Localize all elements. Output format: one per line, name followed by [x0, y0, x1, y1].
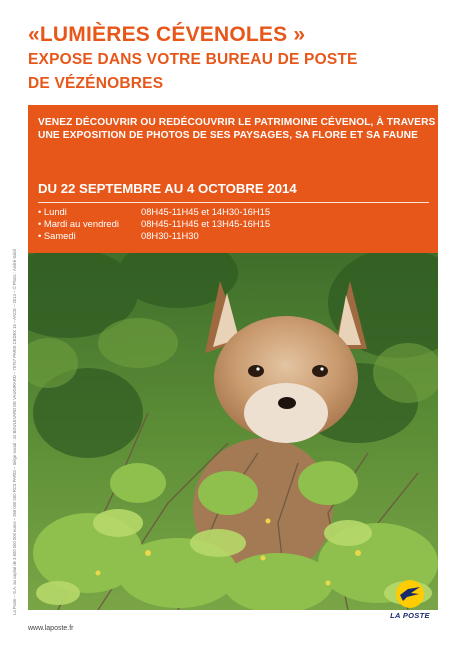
intro-text — [38, 116, 436, 142]
la-poste-logo — [386, 580, 434, 628]
title-line-1: «LUMIÈRES CÉVENOLES » — [28, 23, 306, 46]
bird-icon — [396, 580, 424, 608]
title-line-3: DE VÉZÉNOBRES — [28, 75, 164, 92]
hours-row-saturday — [38, 230, 433, 242]
poster-title — [28, 22, 438, 96]
info-panel — [28, 105, 438, 253]
hours-time: 08H45-11H45 et 13H45-16H15 — [141, 218, 271, 229]
opening-hours — [38, 206, 433, 242]
intro-line-2: UNE EXPOSITION DE PHOTOS DE SES PAYSAGES, SA FLORE ET SA FAUNE — [38, 130, 418, 141]
hours-row-monday — [38, 206, 433, 218]
website-link[interactable]: www.laposte.fr — [28, 625, 74, 632]
logo-text: LA POSTE — [390, 611, 430, 620]
intro-line-1: VENEZ DÉCOUVRIR OU REDÉCOUVRIR LE PATRIMOINE CÉVENOL, À TRAVERS — [38, 117, 436, 128]
divider — [38, 202, 429, 203]
title-line-2: EXPOSE DANS VOTRE BUREAU DE POSTE — [28, 51, 358, 68]
hours-day: • Lundi — [38, 206, 67, 217]
fox-photo — [28, 253, 438, 610]
hours-time: 08H30-11H30 — [141, 230, 199, 241]
hours-day: • Mardi au vendredi — [38, 218, 119, 229]
hours-day: • Samedi — [38, 230, 76, 241]
hours-row-tuesday-friday — [38, 218, 433, 230]
hours-time: 08H45-11H45 et 14H30-16H15 — [141, 206, 271, 217]
legal-notice: La Poste – S.A. au capital de 3 800 000 000 euros – 356 000 000 RCS PARIS – Siège social : 44 BOULEVARD DE VAUGIRARD – 75757 PARIS CEDEX 15 – ANCE – 2014 – © Photo : André Sabil — [12, 249, 17, 615]
date-range: DU 22 SEPTEMBRE AU 4 OCTOBRE 2014 — [38, 181, 297, 196]
